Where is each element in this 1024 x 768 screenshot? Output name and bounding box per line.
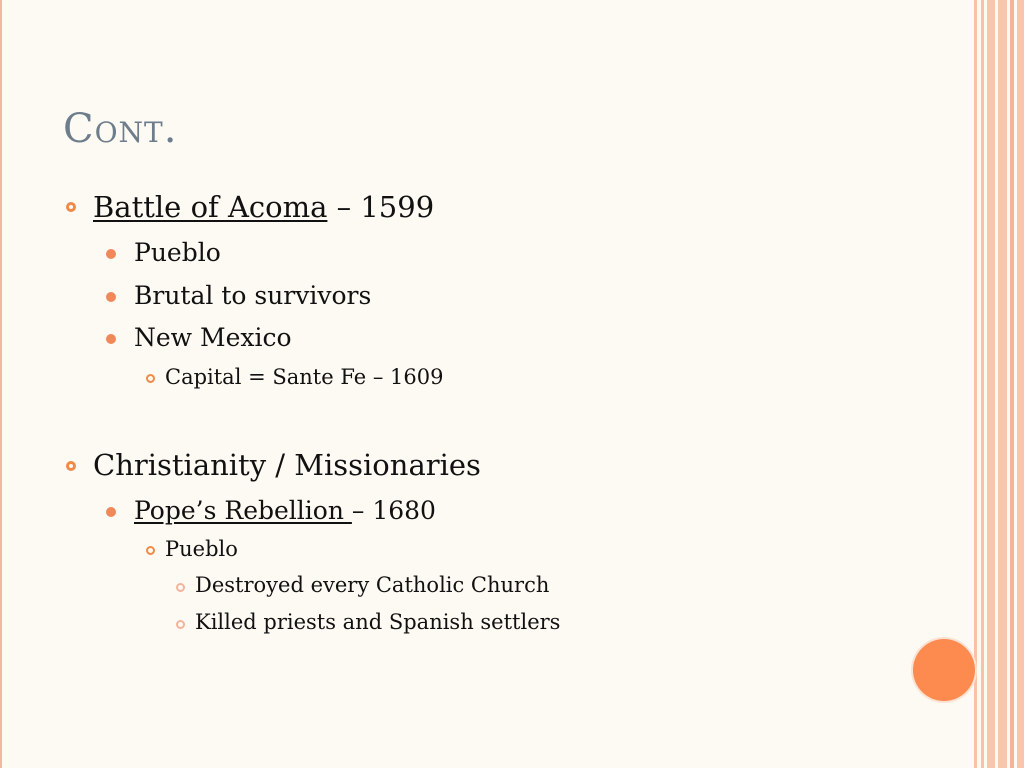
ring-bullet-icon xyxy=(66,202,76,212)
list-item: Capital = Sante Fe – 1609 xyxy=(165,365,444,389)
slide-title: Cont. xyxy=(63,106,178,152)
list-item: Killed priests and Spanish settlers xyxy=(195,610,561,634)
list-item-label: Pope’s Rebellion xyxy=(134,496,352,525)
list-item-suffix: – 1680 xyxy=(351,496,436,525)
dot-bullet-icon xyxy=(106,292,116,302)
list-item: Brutal to survivors xyxy=(134,281,372,310)
list-item-suffix: – 1599 xyxy=(327,190,435,224)
list-item: New Mexico xyxy=(134,323,292,352)
stripe xyxy=(1010,0,1014,768)
list-item: Christianity / Missionaries xyxy=(93,448,481,482)
stripe xyxy=(998,0,1007,768)
list-item: Destroyed every Catholic Church xyxy=(195,573,550,597)
pale-ring-bullet-icon xyxy=(176,620,185,629)
list-item-label: Battle of Acoma xyxy=(93,190,328,224)
stripe xyxy=(1017,0,1024,768)
list-item xyxy=(134,498,436,523)
dot-bullet-icon xyxy=(106,507,116,517)
right-decorative-stripes xyxy=(974,0,1024,768)
list-item xyxy=(93,190,435,224)
ring-bullet-icon xyxy=(146,546,155,555)
pale-ring-bullet-icon xyxy=(176,583,185,592)
dot-bullet-icon xyxy=(106,249,116,259)
ring-bullet-icon xyxy=(146,374,155,383)
list-item: Pueblo xyxy=(134,238,221,267)
ring-bullet-icon xyxy=(66,461,76,471)
dot-bullet-icon xyxy=(106,334,116,344)
stripe xyxy=(981,0,984,768)
stripe xyxy=(987,0,995,768)
list-item: Pueblo xyxy=(165,537,238,561)
